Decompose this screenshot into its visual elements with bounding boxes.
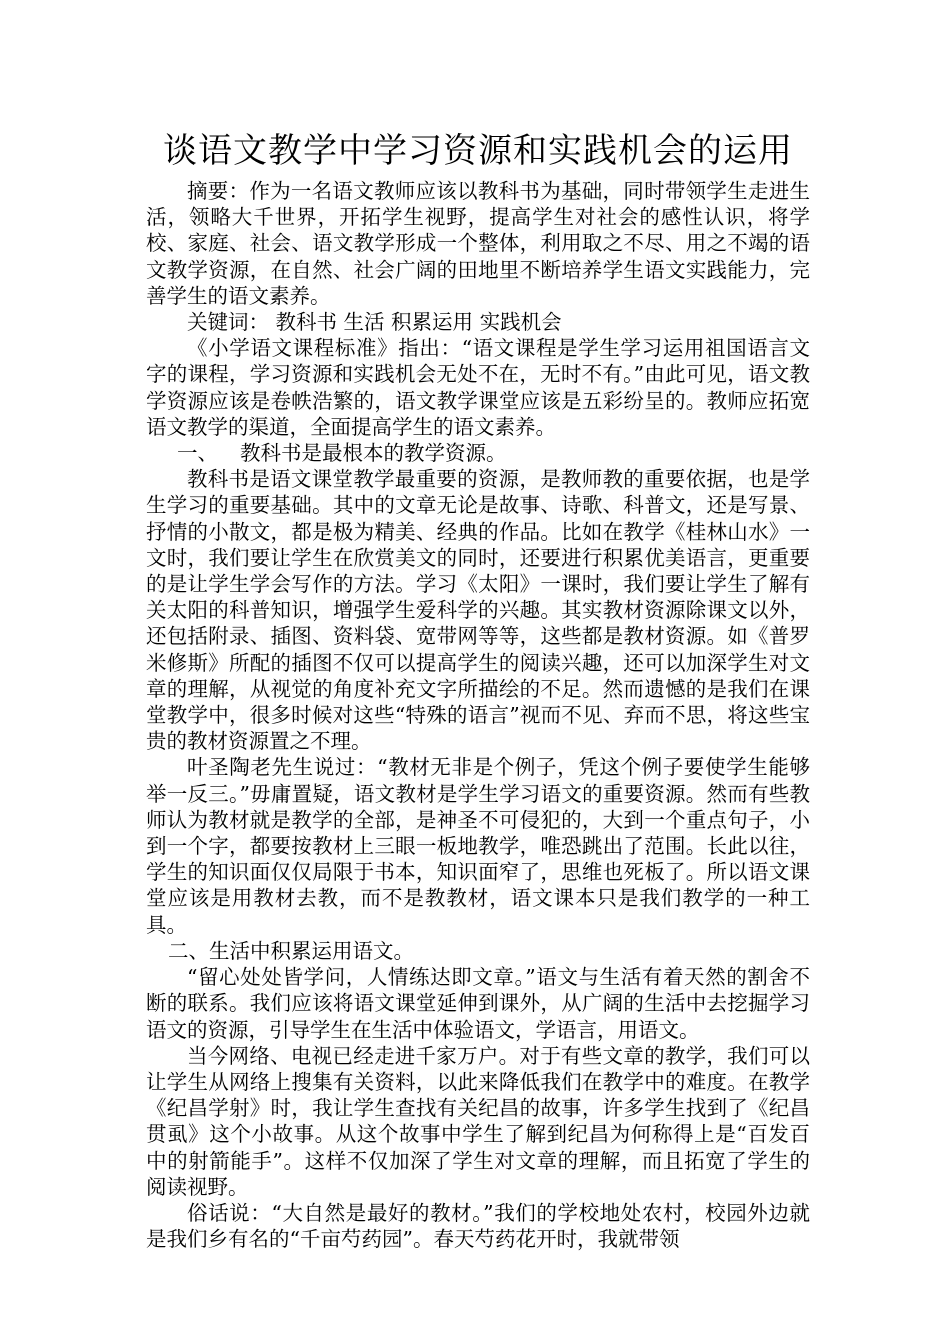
abstract-paragraph: 摘要：作为一名语文教师应该以教科书为基础，同时带领学生走进生活，领略大千世界，开拓学生视野，提高学生对社会的感性认识，将学校、家庭、社会、语文教学形成一个整体，利用取之不尽、用之不竭的语文教学资源，在自然、社会广阔的田地里不断培养学生语文实践能力，完善学生的语文素养。 bbox=[146, 179, 810, 308]
paragraph-internet-tv: 当今网络、电视已经走进千家万户。对于有些文章的教学，我们可以让学生从网络上搜集有关资料，以此来降低我们在教学中的难度。在教学《纪昌学射》时，我让学生查找有关纪昌的故事，许多学生找到了《纪昌贯虱》这个小故事。从这个故事中学生了解到纪昌为何称得上是“百发百中的射箭能手”。这样不仅加深了学生对文章的理解，而且拓宽了学生的阅读视野。 bbox=[146, 1043, 810, 1199]
section-heading-1 bbox=[146, 440, 810, 466]
paragraph-textbook: 教科书是语文课堂教学最重要的资源，是教师教的重要依据，也是学生学习的重要基础。其中的文章无论是故事、诗歌、科普文，还是写景、抒情的小散文，都是极为精美、经典的作品。比如在教学《桂林山水》一文时，我们要让学生在欣赏美文的同时，还要进行积累优美语言，更重要的是让学生学会写作的方法。学习《太阳》一课时，我们要让学生了解有关太阳的科普知识，增强学生爱科学的兴趣。其实教材资源除课文以外，还包括附录、插图、资料袋、宽带网等等，这些都是教材资源。如《普罗米修斯》所配的插图不仅可以提高学生的阅读兴趣，还可以加深学生对文章的理解，从视觉的角度补充文字所描绘的不足。然而遗憾的是我们在课堂教学中，很多时候对这些“特殊的语言”视而不见、弃而不思，将这些宝贵的教材资源置之不理。 bbox=[146, 467, 810, 754]
document-body bbox=[146, 178, 810, 1252]
document-title: 谈语文教学中学习资源和实践机会的运用 bbox=[163, 131, 793, 171]
paragraph-nature: 俗话说：“大自然是最好的教材。”我们的学校地处农村，校园外边就是我们乡有名的“千亩芍药园”。春天芍药花开时，我就带领 bbox=[146, 1200, 810, 1252]
document-page bbox=[146, 126, 810, 1252]
paragraph-life-language: “留心处处皆学问，人情练达即文章。”语文与生活有着天然的割舍不断的联系。我们应该将语文课堂延伸到课外，从广阔的生活中去挖掘学习语文的资源，引导学生在生活中体验语文，学语言，用语文。 bbox=[146, 965, 810, 1042]
paragraph-ye-shengtao: 叶圣陶老先生说过：“教材无非是个例子，凭这个例子要使学生能够举一反三。”毋庸置疑，语文教材是学生学习语文的重要资源。然而有些教师认为教材就是教学的全部，是神圣不可侵犯的，大到一个重点句子，小到一个字，都要按教材上三眼一板地教学，唯恐跳出了范围。长此以往，学生的知识面仅仅局限于书本，知识面窄了，思维也死板了。所以语文课堂应该是用教材去教，而不是教教材，语文课本只是我们教学的一种工具。 bbox=[146, 755, 810, 937]
keywords-line: 关键词： 教科书 生活 积累运用 实践机会 bbox=[187, 310, 562, 335]
section-heading-1-number: 一、 bbox=[177, 441, 218, 466]
section-heading-1-text: 教科书是最根本的教学资源。 bbox=[240, 441, 507, 466]
section-heading-2: 二、生活中积累运用语文。 bbox=[168, 938, 414, 963]
intro-paragraph: 《小学语文课程标准》指出：“语文课程是学生学习运用祖国语言文字的课程，学习资源和实践机会无处不在，无时不有。”由此可见，语文教学资源应该是卷帙浩繁的，语文教学课堂应该是五彩纷呈的。教师应拓宽语文教学的渠道，全面提高学生的语文素养。 bbox=[146, 336, 810, 439]
